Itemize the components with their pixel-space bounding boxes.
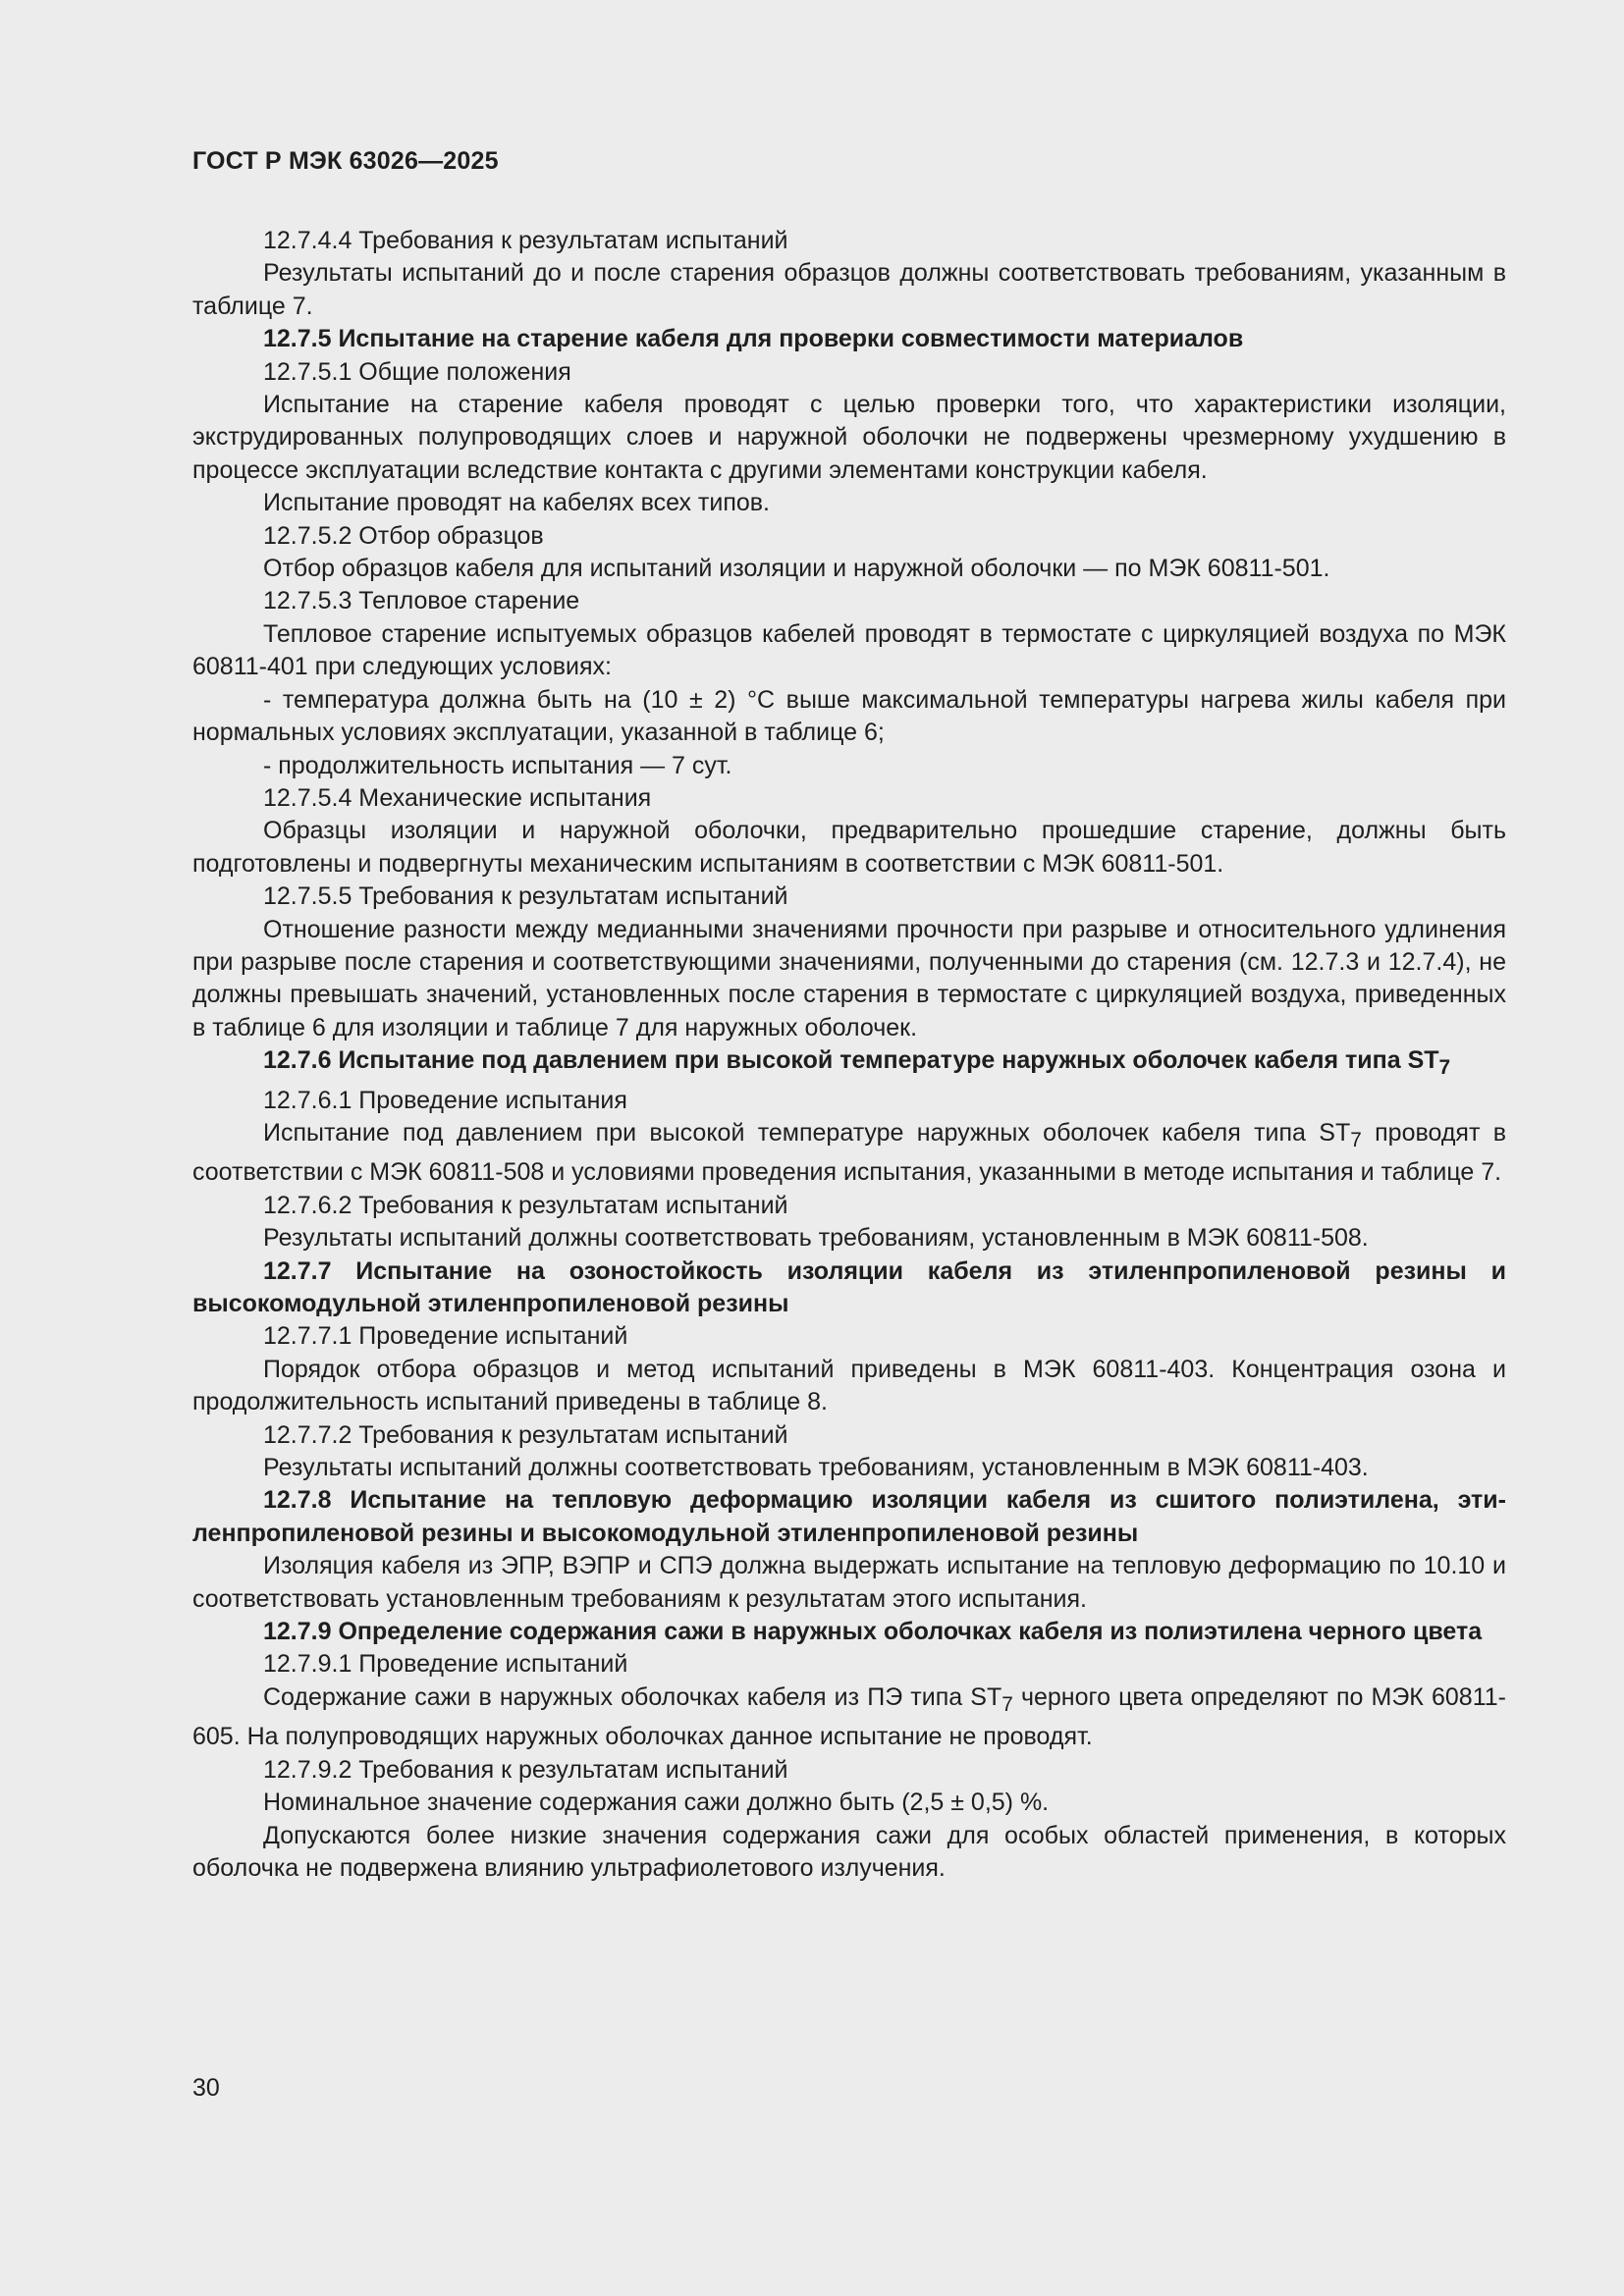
paragraph: Результаты испытаний до и после старения образцов должны соответствовать требованиям, указанным в таблице 7. xyxy=(192,259,1506,320)
document-header: ГОСТ Р МЭК 63026—2025 xyxy=(192,147,499,175)
paragraph: Содержание сажи в наружных оболочках кабеля из ПЭ типа $ST_7$ черного цвета определяют по МЭК 60811-605. На полупроводящих наружных оболочках данное испытание не проводят. xyxy=(192,1682,1506,1751)
paragraph: 12.7.7.2 Требования к результатам испытаний xyxy=(263,1420,788,1449)
section-heading: 12.7.5 Испытание на старение кабеля для проверки совместимости материалов xyxy=(263,325,1244,353)
paragraph: 12.7.5.3 Тепловое старение xyxy=(263,587,580,615)
section-heading: 12.7.6 Испытание под давлением при высокой температуре наружных оболочек кабеля типа $ST_7$ xyxy=(263,1046,1451,1080)
paragraph: Результаты испытаний должны соответствовать требованиям, установленным в МЭК 60811-508. xyxy=(263,1224,1369,1253)
paragraph: Испытание под давлением при высокой температуре наружных оболочек кабеля типа $ST_7$ проводят в соответствии с МЭК 60811-508 и условиями проведения испытания, указанными в методе испытания и таблице 7. xyxy=(192,1118,1506,1187)
paragraph: 12.7.5.4 Механические испытания xyxy=(263,783,652,812)
page-number: 30 xyxy=(192,2074,220,2102)
subscript: 7 xyxy=(1001,1692,1013,1716)
section-heading: 12.7.7 Испытание на озоностойкость изоляции кабеля из этиленпропиленовой резины и высокомодульной этиленпропиленовой резины xyxy=(192,1256,1506,1317)
paragraph: 12.7.7.1 Проведение испытаний xyxy=(263,1322,628,1351)
paragraph: Тепловое старение испытуемых образцов кабелей проводят в термостате с циркуляцией воздуха по МЭК 60811-401 при следующих условиях: xyxy=(192,619,1506,681)
section-heading: 12.7.9 Определение содержания сажи в наружных оболочках кабеля из полиэтилена черного цвета xyxy=(263,1618,1483,1646)
paragraph: Отношение разности между медианными значениями прочности при разрыве и относительного удлинения при разрыве после старения и соответствующими значениями, полученными до старения (см. 12.7.3 и 12.7.4), не должны превышать значений, установленных после старения в термостате с циркуляцией воздуха, приведенных в таблице 6 для изоляции и таблице 7 для наружных оболочек. xyxy=(192,915,1506,1041)
subscript: 7 xyxy=(1438,1056,1451,1080)
subscript: 7 xyxy=(1350,1128,1362,1151)
document-body xyxy=(192,225,1506,1885)
paragraph: Образцы изоляции и наружной оболочки, предварительно прошедшие старение, должны быть подготовлены и подвергнуты механическим испытаниям в соответствии с МЭК 60811-501. xyxy=(192,817,1506,878)
paragraph: 12.7.5.5 Требования к результатам испытаний xyxy=(263,882,788,911)
paragraph: 12.7.4.4 Требования к результатам испытаний xyxy=(263,227,788,254)
paragraph: - температура должна быть на (10 ± 2) °С выше максимальной температуры нагрева жилы кабеля при нормальных условиях эксплуатации, указанной в таблице 6; xyxy=(192,685,1506,747)
paragraph: 12.7.9.2 Требования к результатам испытаний xyxy=(263,1755,788,1784)
paragraph: Допускаются более низкие значения содержания сажи для особых областей применения, в которых оболочка не подвержена влиянию ультрафиолетового излучения. xyxy=(192,1821,1506,1882)
paragraph: Порядок отбора образцов и метод испытаний приведены в МЭК 60811-403. Концентрация озона и продолжительность испытаний приведены в таблице 8. xyxy=(192,1355,1506,1416)
paragraph: Испытание проводят на кабелях всех типов. xyxy=(263,489,771,517)
paragraph: 12.7.9.1 Проведение испытаний xyxy=(263,1650,628,1679)
paragraph: - продолжительность испытания — 7 сут. xyxy=(263,751,732,779)
paragraph: 12.7.6.2 Требования к результатам испытаний xyxy=(263,1191,788,1219)
paragraph: Номинальное значение содержания сажи должно быть (2,5 ± 0,5) %. xyxy=(263,1789,1050,1817)
paragraph: 12.7.5.1 Общие положения xyxy=(263,357,571,386)
paragraph: Изоляция кабеля из ЭПР, ВЭПР и СПЭ должна выдержать испытание на тепловую деформацию по 10.10 и соответствовать установленным требованиям к результатам этого испытания. xyxy=(192,1552,1506,1613)
section-heading: 12.7.8 Испытание на тепловую деформацию изоляции кабеля из сшитого полиэтилена, этиленпропиленовой резины и высокомодульной этиленпропиленовой резины xyxy=(192,1486,1506,1547)
paragraph: Испытание на старение кабеля проводят с целью проверки того, что характеристики изоляции, экструдированных полупроводящих слоев и наружной оболочки не подвержены чрезмерному ухудшению в процессе эксплуатации вследствие контакта с другими элементами конструкции кабеля. xyxy=(192,391,1506,484)
paragraph: 12.7.6.1 Проведение испытания xyxy=(263,1086,627,1114)
paragraph: Отбор образцов кабеля для испытаний изоляции и наружной оболочки — по МЭК 60811-501. xyxy=(263,555,1330,583)
paragraph: 12.7.5.2 Отбор образцов xyxy=(263,521,544,550)
paragraph: Результаты испытаний должны соответствовать требованиям, установленным в МЭК 60811-403. xyxy=(263,1454,1369,1482)
